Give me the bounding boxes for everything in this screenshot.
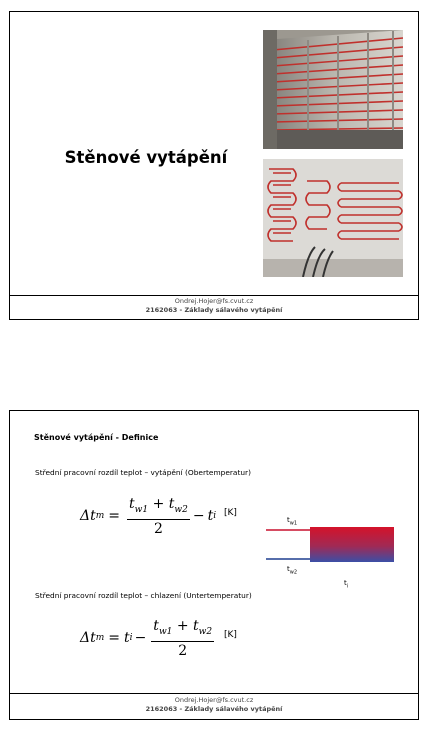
ti-sub: i [213, 511, 217, 522]
wall-pipes-photo-top [263, 30, 403, 149]
num-a: t [153, 618, 159, 634]
denominator: 2 [153, 520, 163, 537]
formula-cooling [80, 618, 217, 659]
label-tw2: $t_{w2}$ [287, 565, 298, 576]
footer-course: 2162063 - Základy sálavého vytápění [145, 705, 283, 713]
formula-lhs-sub: m [95, 633, 105, 644]
formula-lhs: Δt [80, 630, 96, 647]
minus-sign: − [134, 630, 147, 647]
num-b: t [168, 496, 175, 512]
label-tw1: $t_{w1}$ [287, 516, 298, 527]
minus-sign: − [192, 508, 205, 525]
unit-cooling: [K] [224, 630, 237, 640]
slide-title: Stěnové vytápění - Definice [34, 433, 159, 442]
footer-email: Ondrej.Hojer@fs.cvut.cz [174, 696, 254, 704]
formula-lhs: Δt [80, 508, 96, 525]
footer [10, 297, 418, 315]
formula-lhs-sub: m [95, 511, 105, 522]
plus-sign: + [152, 496, 165, 512]
wall-pipes-photo-bottom [263, 159, 403, 277]
footer [10, 696, 418, 714]
formula-equals: = [108, 630, 121, 647]
ti-sub: i [129, 633, 133, 644]
heading-cooling: Střední pracovní rozdíl teplot – chlazení (Untertemperatur) [35, 591, 252, 600]
num-a-sub: w1 [134, 504, 149, 515]
slide-2 [9, 410, 419, 720]
formula-fraction [127, 496, 190, 537]
slide-1 [9, 11, 419, 320]
footer-divider [10, 693, 418, 694]
heading-heating: Střední pracovní rozdíl teplot – vytápění (Obertemperatur) [35, 468, 251, 477]
temperature-diagram [266, 526, 398, 566]
formula-heating [80, 496, 216, 537]
num-b-sub: w2 [174, 504, 188, 515]
formula-fraction [151, 618, 214, 659]
num-a: t [129, 496, 135, 512]
plus-sign: + [176, 618, 189, 634]
denominator: 2 [178, 642, 188, 659]
num-a-sub: w1 [158, 626, 173, 637]
footer-email: Ondrej.Hojer@fs.cvut.cz [174, 297, 254, 305]
footer-course: 2162063 - Základy sálavého vytápění [145, 306, 283, 314]
footer-divider [10, 295, 418, 296]
ti: t [124, 630, 130, 647]
num-b-sub: w2 [198, 626, 213, 637]
slide-title: Stěnové vytápění [64, 148, 228, 167]
ti: t [207, 508, 214, 525]
unit-heating: [K] [224, 508, 237, 518]
formula-equals: = [108, 508, 121, 525]
gradient-block [310, 527, 394, 562]
num-b: t [193, 618, 199, 634]
label-ti: $t_i$ [344, 579, 349, 590]
